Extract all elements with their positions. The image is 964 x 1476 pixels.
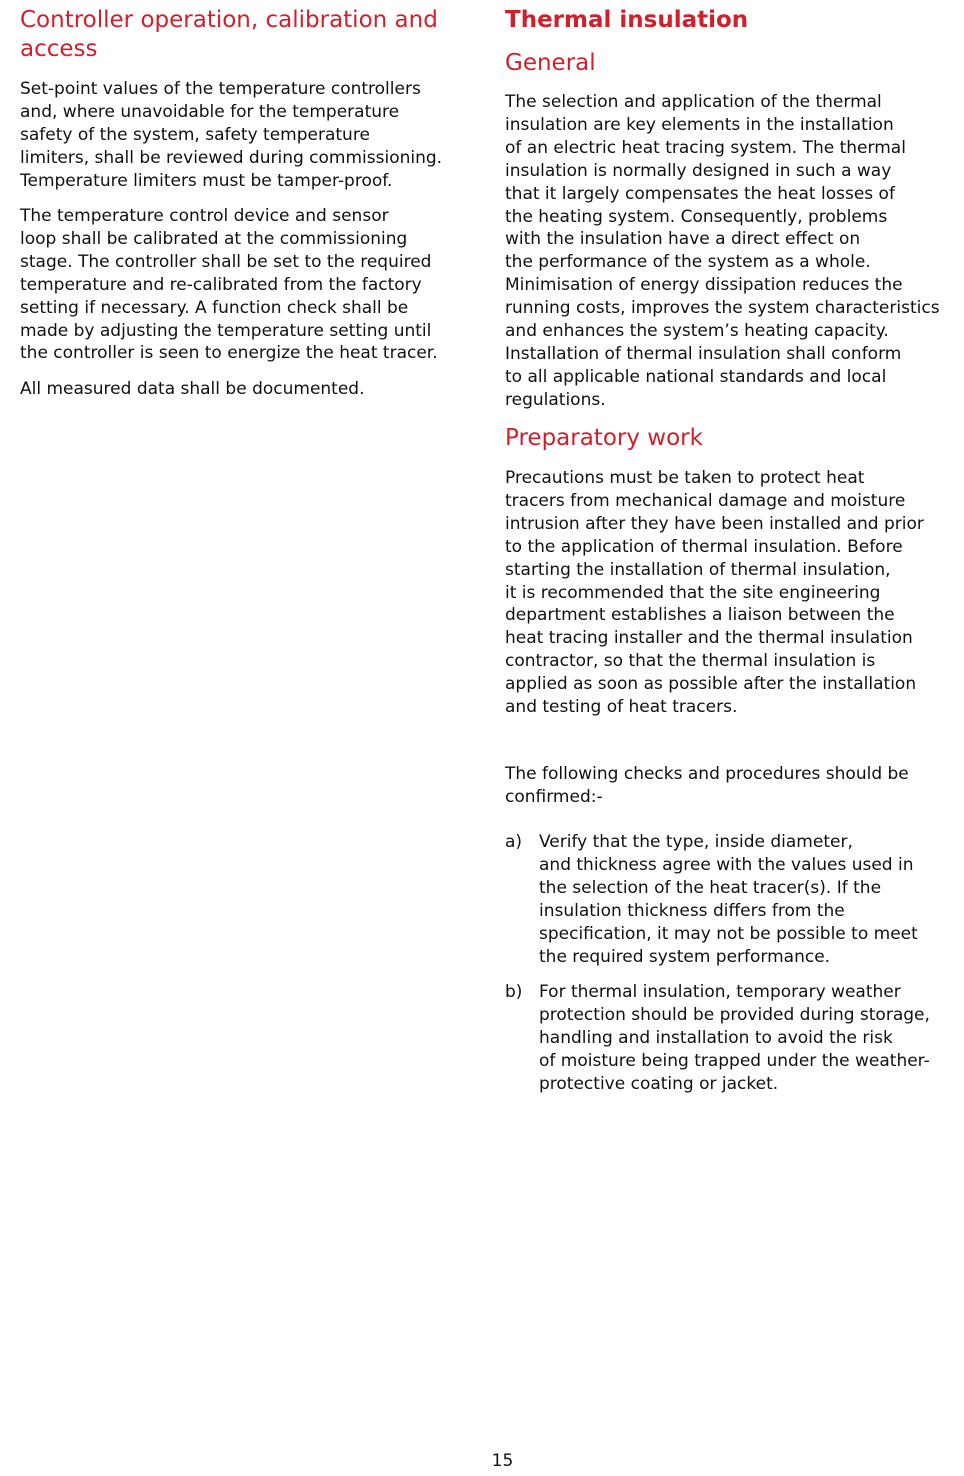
general-heading: General xyxy=(505,50,596,76)
preparatory-work-heading: Preparatory work xyxy=(505,425,703,451)
list-marker-a: a) xyxy=(505,832,533,852)
general-paragraph: The selection and application of the thermal insulation are key elements in the installation of an electric heat tracing system. The thermal insulation is normally designed in such a way that it largely compensates the heat losses of the heating system. Consequently, problems with the insulation have a direct effect on the performance of the system as a whole. Minimisation of energy dissipation reduces the running costs, improves the system characteristics and enhances the system’s heating capacity. Installation of thermal insulation shall conform to all applicable national standards and local regulations. xyxy=(505,92,940,410)
list-item-a xyxy=(505,831,918,968)
controller-operation-heading: Controller operation, calibration and access xyxy=(20,7,438,62)
list-text-a: Verify that the type, inside diameter, and thickness agree with the values used in the selection of the heat tracer(s). If the insulation thickness differs from the specification, it may not be possible to meet the required system performance. xyxy=(539,832,918,967)
list-marker-b: b) xyxy=(505,982,523,1002)
calibration-paragraph: The temperature control device and sensor loop shall be calibrated at the commissioning stage. The controller shall be set to the required temperature and re-calibrated from the factory setting if necessary. A function check shall be made by adjusting the temperature setting until the controller is seen to energize the heat tracer. xyxy=(20,206,438,364)
setpoint-paragraph: Set-point values of the temperature controllers and, where unavoidable for the temperature safety of the system, safety temperature limiters, shall be reviewed during commissioning. Temperature limiters must be tamper-proof. xyxy=(20,79,443,191)
checks-intro-paragraph: The following checks and procedures should be confirmed:- xyxy=(505,764,909,807)
documentation-paragraph: All measured data shall be documented. xyxy=(20,379,365,399)
page-number: 15 xyxy=(491,1451,514,1471)
list-text-b: For thermal insulation, temporary weather protection should be provided during storage, handling and installation to avoid the risk of moisture being trapped under the weather- protective coating or jacket. xyxy=(539,982,930,1094)
preparatory-paragraph: Precautions must be taken to protect heat tracers from mechanical damage and moisture intrusion after they have been installed and prior to the application of thermal insulation. Before starting the installation of thermal insulation, it is recommended that the site engineering department establishes a liaison between the heat tracing installer and the thermal insulation contractor, so that the thermal insulation is applied as soon as possible after the installation and testing of heat tracers. xyxy=(505,468,924,718)
thermal-insulation-heading: Thermal insulation xyxy=(505,7,749,33)
list-item-b xyxy=(505,981,930,1096)
